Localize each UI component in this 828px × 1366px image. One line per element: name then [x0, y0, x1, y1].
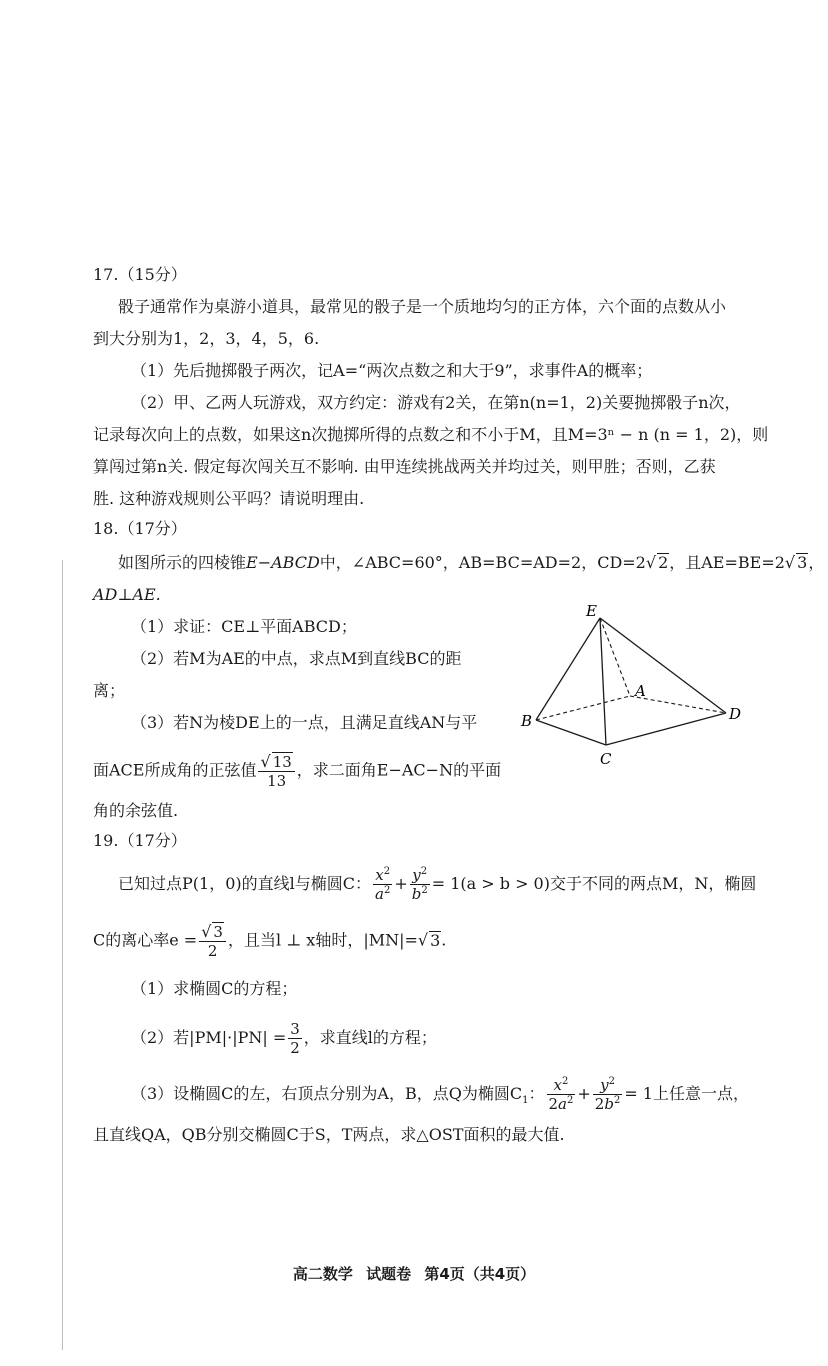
intro-text-e: ，且AE=BE=2 [669, 553, 785, 572]
edge-CD [606, 713, 726, 745]
problem-19-q2 [131, 1020, 437, 1057]
fraction-sqrt13-over-13: $\frac{√ 13}{13}$ [258, 752, 294, 790]
problem-18-q2-line2: 离； [93, 681, 126, 700]
q2-fraction-numerator: 3 [290, 1020, 300, 1038]
page-footer [0, 1263, 828, 1284]
ellipse-equation-rhs: = 1(a > b > 0) [431, 874, 550, 893]
eccentricity-numerator: 3 [213, 923, 223, 941]
problem-17-heading: 17.（15分） [93, 265, 187, 284]
vertex-label-B: B [521, 712, 533, 730]
problem-18-q3-line2 [93, 752, 501, 790]
problem-19-heading: 19.（17分） [93, 831, 187, 850]
q3-text-pre: 面ACE所成角的正弦值 [93, 760, 257, 780]
problem-17-intro-line2: 到大分别为1，2，3，4，5，6. [93, 329, 320, 348]
vertex-label-E: E [586, 602, 597, 620]
q3-pre: （3）设椭圆C的左，右顶点分别为A，B，点Q为椭圆C [131, 1084, 523, 1103]
vertex-label-C: C [600, 750, 612, 768]
problem-18-q3-line1: （3）若N为棱DE上的一点，且满足直线AN与平 [131, 713, 478, 732]
problem-19-q3-line2: 且直线QA，QB分别交椭圆C于S，T两点，求△OST面积的最大值. [93, 1125, 565, 1144]
problem-18-q1: （1）求证：CE⊥平面ABCD； [131, 617, 357, 636]
sqrt-sign: √ [645, 553, 657, 572]
problem-18-q3-line3: 角的余弦值. [93, 801, 179, 820]
pyramid-figure [520, 598, 760, 773]
q2-post: ，求直线l的方程； [303, 1028, 437, 1047]
vertex-label-D: D [729, 705, 742, 723]
mn-length-root: 3 [430, 930, 441, 950]
problem-19-q1: （1）求椭圆C的方程； [131, 979, 298, 998]
sqrt-3: 3 [797, 553, 808, 572]
pyramid-name: E−ABCD [246, 553, 320, 572]
problem-18-q2-line1: （2）若M为AE的中点，求点M到直线BC的距 [131, 649, 462, 668]
ellipse-c1-subscript: 1 [522, 1095, 529, 1107]
problem-17-q2-line4: 胜. 这种游戏规则公平吗？请说明理由. [93, 489, 365, 508]
edge-EC [600, 618, 606, 745]
q2-fraction-denominator: 2 [290, 1039, 300, 1057]
footer-subject: 高二数学 [292, 1265, 353, 1283]
fraction-x2-a2: $\frac{x^2}{a^2}$ [374, 866, 391, 903]
intro-text-g: ， [808, 553, 825, 572]
intro-text-a: 如图所示的四棱锥 [118, 553, 247, 572]
fraction-denominator: 13 [267, 772, 287, 790]
problem-19-q3-line1: （3）设椭圆C的左，右顶点分别为A，B，点Q为椭圆$C_1$： $\frac{x^2}{2a^2}$ + $\frac{y^2}{2b^2}$ = 1上任意一点， [131, 1076, 749, 1113]
eccentricity-denominator: 2 [207, 942, 218, 960]
problem-18-heading: 18.（17分） [93, 519, 187, 538]
sqrt-sign: √ [784, 553, 796, 572]
q3-post: = 1上任意一点， [624, 1084, 749, 1103]
problem-17-q2-line1: （2）甲、乙两人玩游戏，双方约定：游戏有2关，在第n(n=1，2)关要抛掷骰子n次， [131, 393, 741, 412]
sqrt-sign: √ [417, 930, 429, 950]
q3-colon: ： [528, 1084, 545, 1103]
line2-pre: C的离心率e = [93, 930, 198, 950]
problem-17-q1: （1）先后抛掷骰子两次，记A=“两次点数之和大于9”，求事件A的概率； [131, 361, 653, 380]
q2-pre: （2）若|PM|·|PN| = [131, 1028, 287, 1047]
edge-BA-hidden [536, 696, 630, 720]
problem-18-line2: AD⊥AE. [93, 585, 161, 604]
line1-pre: 已知过点P(1，0)的直线l与椭圆C： [118, 874, 371, 893]
vertex-label-A: A [635, 682, 646, 700]
fraction-y2-2b2: $\frac{y^2}{2b^2}$ [594, 1076, 621, 1113]
problem-18-intro [118, 552, 824, 574]
problem-17-q2-line3: 算闯过第n关. 假定每次闯关互不影响. 由甲连续挑战两关并均过关，则甲胜；否则，乙获 [93, 457, 716, 476]
footer-page-number: 第4页（共4页） [424, 1265, 536, 1283]
fraction-numerator: 13 [272, 753, 292, 771]
line2-end: . [441, 930, 447, 950]
line1-post: 交于不同的两点M，N，椭圆 [549, 874, 757, 893]
fraction-sqrt3-over-2: $\frac{√ 3}{2}$ [199, 922, 226, 960]
edge-EB [536, 618, 600, 720]
line2-post: ，且当l ⊥ x轴时，|MN|= [227, 930, 418, 950]
intro-text-c: 中，∠ABC=60°，AB=BC=AD=2，CD=2 [319, 553, 646, 572]
edge-BC [536, 720, 606, 745]
sqrt-2: 2 [658, 553, 669, 572]
fraction-3-over-2 [288, 1020, 302, 1057]
binding-margin-line [62, 560, 63, 1350]
problem-17-q2-line2: 记录每次向上的点数，如果这n次抛掷所得的点数之和不小于M，且M=3ⁿ − n (n = 1，2)，则 [93, 425, 769, 444]
fraction-y2-b2: $\frac{y^2}{b^2}$ [411, 866, 428, 903]
q3-text-post: ，求二面角E−AC−N的平面 [296, 760, 502, 780]
footer-paper: 试题卷 [366, 1265, 412, 1283]
problem-19-line1: 已知过点P(1，0)的直线l与椭圆C： $\frac{x^2}{a^2}$ + $\frac{y^2}{b^2}$ = 1(a > b > 0)交于不同的两点M，N，椭圆 [118, 866, 757, 903]
problem-17-intro-line1: 骰子通常作为桌游小道具，最常见的骰子是一个质地均匀的正方体，六个面的点数从小 [118, 297, 727, 316]
problem-19-line2 [93, 922, 446, 960]
fraction-x2-2a2: $\frac{x^2}{2a^2}$ [548, 1076, 574, 1113]
